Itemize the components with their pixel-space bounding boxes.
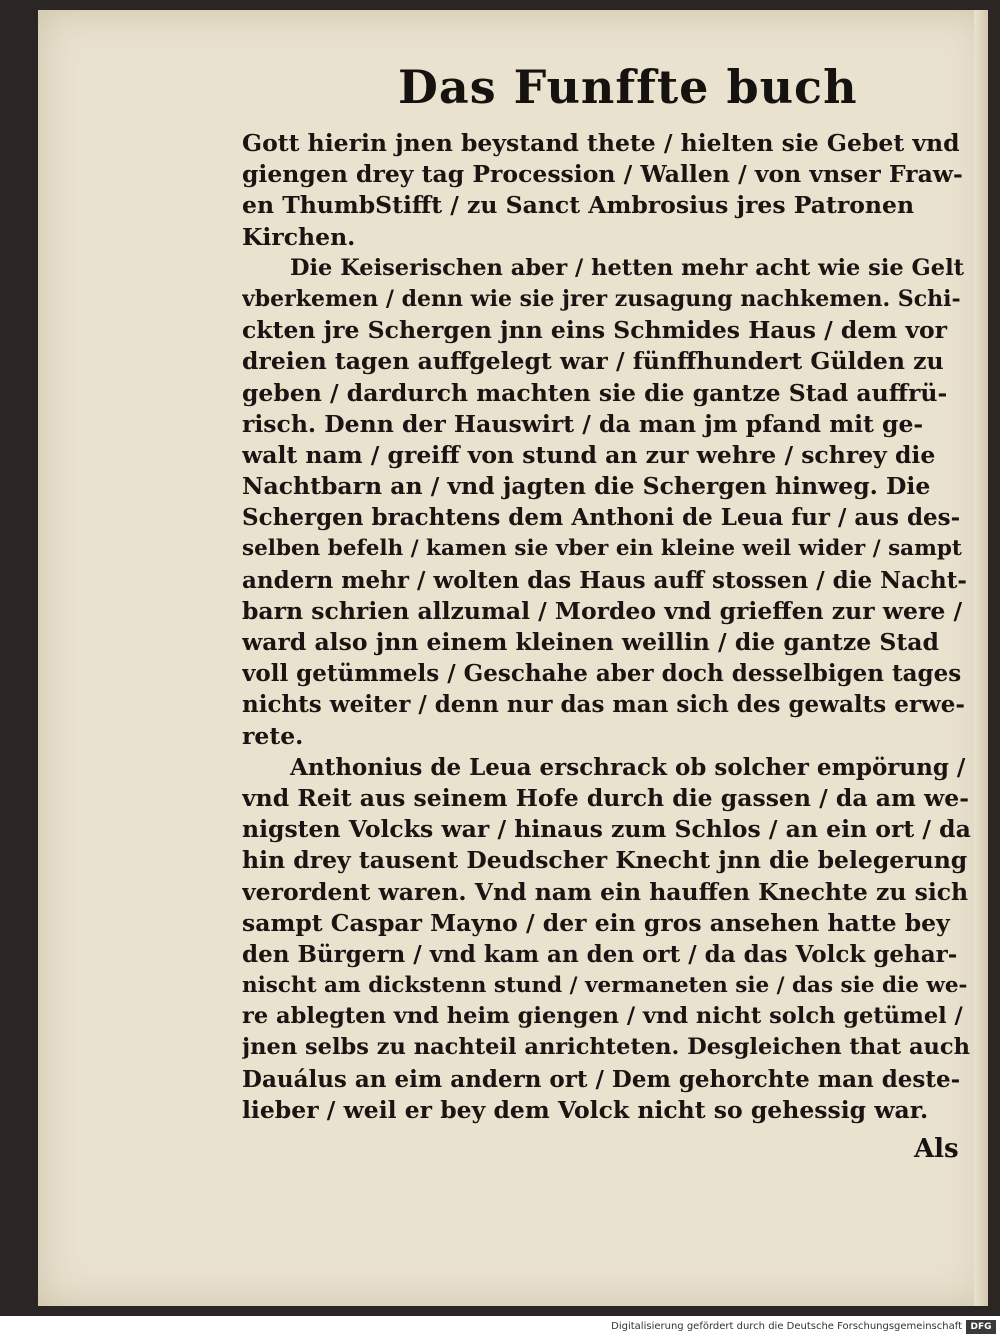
text-line: hin drey tausent Deudscher Knecht jnn die belegerung: [242, 846, 968, 875]
text-line: sampt Caspar Mayno / der ein gros ansehen hatte bey: [242, 908, 950, 937]
text-line: barn schrien allzumal / Mordeo vnd grieffen zur were /: [242, 596, 963, 625]
text-line: vberkemen / denn wie sie jrer zusagung nachkemen. Schi-: [242, 285, 961, 312]
text-line: nischt am dickstenn stund / vermaneten sie / das sie die we-: [242, 973, 968, 999]
text-line: lieber / weil er bey dem Volck nicht so gehessig war.: [242, 1095, 929, 1124]
text-line: jnen selbs zu nachteil anrichteten. Desgleichen that auch: [242, 1034, 970, 1061]
footer-credit: Digitalisierung gefördert durch die Deutsche Forschungsgemeinschaft: [611, 1321, 962, 1332]
running-head: Das Funffte buch: [398, 60, 858, 114]
text-line: verordent waren. Vnd nam ein hauffen Knechte zu sich: [242, 877, 969, 906]
text-line: vnd Reit aus seinem Hofe durch die gassen / da am we-: [242, 783, 969, 812]
text-line: dreien tagen auffgelegt war / fünffhundert Gülden zu: [242, 347, 944, 376]
text-line: giengen drey tag Procession / Wallen / von vnser Fraw-: [242, 160, 963, 189]
text-line: Kirchen.: [242, 222, 356, 251]
page-edge-shadow: [974, 10, 988, 1306]
text-line: nichts weiter / denn nur das man sich des gewalts erwe-: [242, 691, 965, 719]
text-line: Dauálus an eim andern ort / Dem gehorchte man deste-: [242, 1065, 961, 1093]
body-text: [242, 128, 972, 1126]
book-page: [38, 10, 988, 1306]
text-line: en ThumbStifft / zu Sanct Ambrosius jres Patronen: [242, 191, 915, 220]
text-line: Die Keiserischen aber / hetten mehr acht wie sie Gelt: [290, 254, 965, 281]
text-line: andern mehr / wolten das Haus auff stossen / die Nacht-: [242, 566, 967, 594]
text-line: ward also jnn einem kleinen weillin / die gantze Stad: [242, 628, 939, 656]
digitization-footer: [0, 1318, 1000, 1338]
text-line: ckten jre Schergen jnn eins Schmides Haus / dem vor: [242, 316, 948, 345]
dfg-logo: DFG: [966, 1320, 996, 1334]
text-line: Gott hierin jnen beystand thete / hielten sie Gebet vnd: [242, 129, 960, 157]
text-line: Nachtbarn an / vnd jagten die Schergen hinweg. Die: [242, 472, 931, 501]
text-line: geben / dardurch machten sie die gantze Stad auffrü-: [242, 378, 948, 407]
catchword: Als: [914, 1134, 959, 1164]
text-line: walt nam / greiff von stund an zur wehre / schrey die: [242, 440, 936, 469]
text-line: nigsten Volcks war / hinaus zum Schlos / an ein ort / da: [242, 815, 971, 844]
text-line: re ablegten vnd heim giengen / vnd nicht solch getümel /: [242, 1003, 963, 1030]
text-line: rete.: [242, 721, 304, 750]
text-line: voll getümmels / Geschahe aber doch desselbigen tages: [242, 660, 962, 688]
text-line: Anthonius de Leua erschrack ob solcher empörung /: [290, 753, 966, 781]
text-line: selben befelh / kamen sie vber ein kleine weil wider / sampt: [242, 536, 962, 562]
text-line: den Bürgern / vnd kam an den ort / da das Volck gehar-: [242, 940, 958, 968]
text-line: risch. Denn der Hauswirt / da man jm pfand mit ge-: [242, 409, 924, 438]
text-line: Schergen brachtens dem Anthoni de Leua fur / aus des-: [242, 504, 961, 532]
